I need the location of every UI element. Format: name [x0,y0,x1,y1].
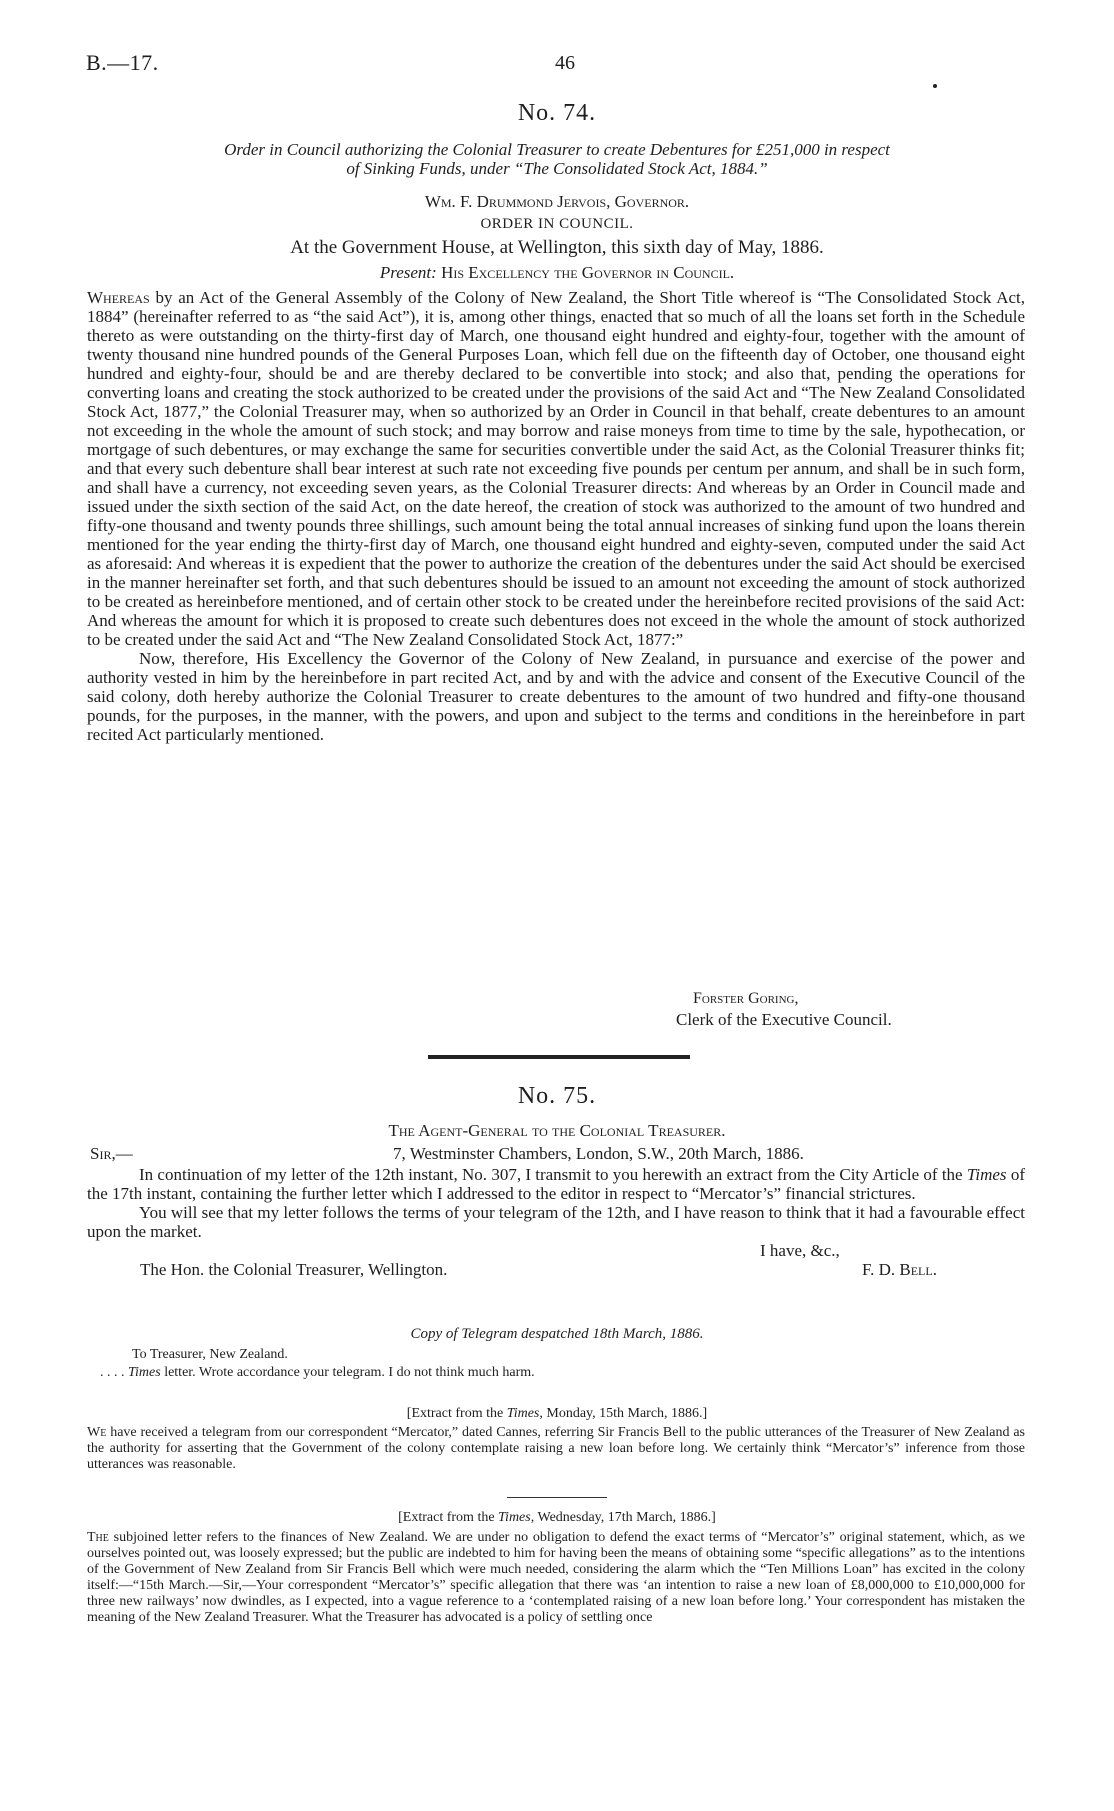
extract-2-heading-b: , Wednesday, 17th March, 1886.] [530,1510,716,1525]
order-paragraph-2: Now, therefore, His Excellency the Governor of the Colony of New Zealand, in pursuance and exercise of the power and authority vested in him by the hereinbefore in part recited Act, and by and with the advice and consent of the Executive Council of the said colony, doth hereby authorize the Colonial Treasurer to create debentures to the amount of two hundred and fifty-one thousand pounds, for the purposes, in the manner, with the powers, and upon and subject to the terms and conditions in the hereinbefore in part recited Act particularly mentioned. [87,649,1025,744]
extract-divider [507,1497,607,1498]
extract-2-paragraph [87,1530,1025,1626]
extract-1-heading-b: , Monday, 15th March, 1886.] [539,1406,708,1421]
telegram-recipient: To Treasurer, New Zealand. [132,1347,288,1362]
telegram-dots: . . . . [100,1365,125,1380]
letter-heading: The Agent-General to the Colonial Treasurer. [388,1121,726,1140]
letter-paragraph-2: You will see that my letter follows the terms of your telegram of the 12th, and I have reason to think that it had a favourable effect upon the market. [87,1203,1025,1241]
present-line [90,263,1024,283]
extract-1-paragraph [87,1425,1025,1473]
extract-2-lead: The [87,1530,109,1545]
signature-title: Clerk of the Executive Council. [676,1010,892,1029]
governor-line: Wm. F. Drummond Jervois, Governor. [424,192,690,211]
times-reference: Times [966,1165,1007,1184]
order-title-line-2: of Sinking Funds, under “The Consolidated Stock Act, 1884.” [346,159,768,178]
page-number: 46 [555,52,575,74]
extract-2-heading-a: [Extract from the [398,1510,495,1525]
extract-1-body [87,1425,1025,1473]
section-number-75: No. 75. [517,1083,597,1109]
section-divider [428,1055,690,1059]
extract-2-text: subjoined letter refers to the finances of New Zealand. We are under no obligation to defend the exact terms of “Mercator’s” original statement, which, as we ourselves pointed out, was loosely expressed; but the public are indebted to him for having been the means of obtaining some “specific allegations” as to the intentions of the Government of New Zealand from Sir Francis Bell which were much needed, considering the alarm which the “Ten Millions Loan” has excited in the colony itself:—“15th March.—Sir,—Your correspondent “Mercator’s” specific allegation that there was ‘an intention to raise a new loan of £8,000,000 to £10,000,000 for three new railways’ now dwindles, as I expected, into a vague reference to a ‘contemplated raising of a new loan before long.’ Your correspondent has mistaken the meaning of the New Zealand Treasurer. What the Treasurer has advocated is a policy of settling once [87,1530,1026,1625]
letter-body [87,1165,1025,1241]
telegram-times: Times [128,1365,161,1380]
ink-dot [933,84,937,88]
telegram-text: letter. Wrote accordance your telegram. I do not think much harm. [164,1365,535,1380]
present-text: His Excellency the Governor in Council. [441,263,735,282]
salutation: Sir,— [90,1144,133,1163]
extract-2-times: Times [498,1510,531,1525]
order-heading: ORDER IN COUNCIL. [480,216,634,232]
telegram-heading: Copy of Telegram despatched 18th March, 1886. [410,1326,704,1342]
extract-1-heading-a: [Extract from the [406,1406,504,1421]
whereas-lead: Whereas [87,288,150,307]
closing: I have, &c., [760,1241,840,1260]
extract-1-text: have received a telegram from our correspondent “Mercator,” dated Cannes, referring Sir Francis Bell to the public utterances of the Treasurer of New Zealand as the authority for asserting that the Government of the colony contemplate raising a new loan before long. We certainly think “Mercator’s” inference from those utterances was reasonable. [87,1425,1025,1472]
section-number-74: No. 74. [517,100,597,126]
document-reference: B.—17. [86,50,159,75]
letter-address: 7, Westminster Chambers, London, S.W., 20th March, 1886. [393,1144,804,1163]
letter-paragraph-1-b: of the 17th instant, containing the further letter which I addressed to the editor in respect to “Mercator’s” financial strictures. [87,1165,1025,1203]
place-date-line: At the Government House, at Wellington, this sixth day of May, 1886. [290,237,824,258]
signature-name: Forster Goring, [693,990,799,1007]
order-paragraph-1 [87,288,1025,649]
extract-2-body [87,1530,1025,1626]
signer: F. D. Bell. [862,1260,937,1279]
recipient: The Hon. the Colonial Treasurer, Wellington. [140,1260,448,1279]
extract-1-times: Times [506,1406,540,1421]
order-title-line-1: Order in Council authorizing the Colonial Treasurer to create Debentures for £251,000 in respect [224,140,890,159]
present-label: Present: [379,263,437,282]
letter-paragraph-1-a: In continuation of my letter of the 12th instant, No. 307, I transmit to you herewith an extract from the City Article of the [139,1165,963,1184]
extract-2-heading [90,1510,1024,1526]
order-paragraph-1-text: by an Act of the General Assembly of the Colony of New Zealand, the Short Title whereof is “The Consolidated Stock Act, 1884” (hereinafter referred to as “the said Act”), it is, among other things, enacted that so much of all the loans set forth in the Schedule thereto as were outstanding on the thirty-first day of March, one thousand eight hundred and eighty-four, together with the amount of twenty thousand nine hundred pounds of the General Purposes Loan, which fell due on the fifteenth day of October, one thousand eight hundred and eighty-four, should be and are thereby declared to be convertible into stock; and also that, pending the operations for converting loans and creating the stock authorized to be created under the provisions of the said Act and “The New Zealand Consolidated Stock Act, 1877,” the Colonial Treasurer may, when so authorized by an Order in Council in that behalf, create debentures to an amount not exceeding in the whole the amount of such stock; and may borrow and raise moneys from time to time by the sale, hypothecation, or mortgage of such debentures, or may exchange the same for securities convertible under the said Act, as the Colonial Treasurer thinks fit; and that every such debenture shall bear interest at such rate not exceeding five pounds per centum per annum, and shall be in such form, and shall have a currency, not exceeding seven years, as the Colonial Treasurer directs: And whereas by an Order in Council made and issued under the sixth section of the said Act, on the date hereof, the creation of stock was authorized to the amount of two hundred and fifty-one thousand and twenty pounds three shillings, such amount being the total annual increases of sinking fund upon the loans therein mentioned for the year ending the thirty-first day of March, one thousand eight hundred and eighty-seven, computed under the said Act as aforesaid: And whereas it is expedient that the power to authorize the creation of the debentures under the said Act should be exercised in the manner hereinafter set forth, and that such debentures should be issued to an amount not exceeding the amount of stock authorized to be created as hereinbefore mentioned, and of certain other stock to be created under the hereinbefore recited provisions of the said Act: And whereas the amount for which it is proposed to create such debentures does not exceed in the whole the amount of stock authorized to be created under the said Act and “The New Zealand Consolidated Stock Act, 1877:” [87,288,1025,649]
order-body [87,288,1025,744]
extract-1-heading [90,1406,1024,1422]
order-title [90,140,1024,178]
telegram-text-line [100,1365,535,1381]
extract-1-lead: We [87,1425,107,1440]
letter-paragraph-1 [87,1165,1025,1203]
